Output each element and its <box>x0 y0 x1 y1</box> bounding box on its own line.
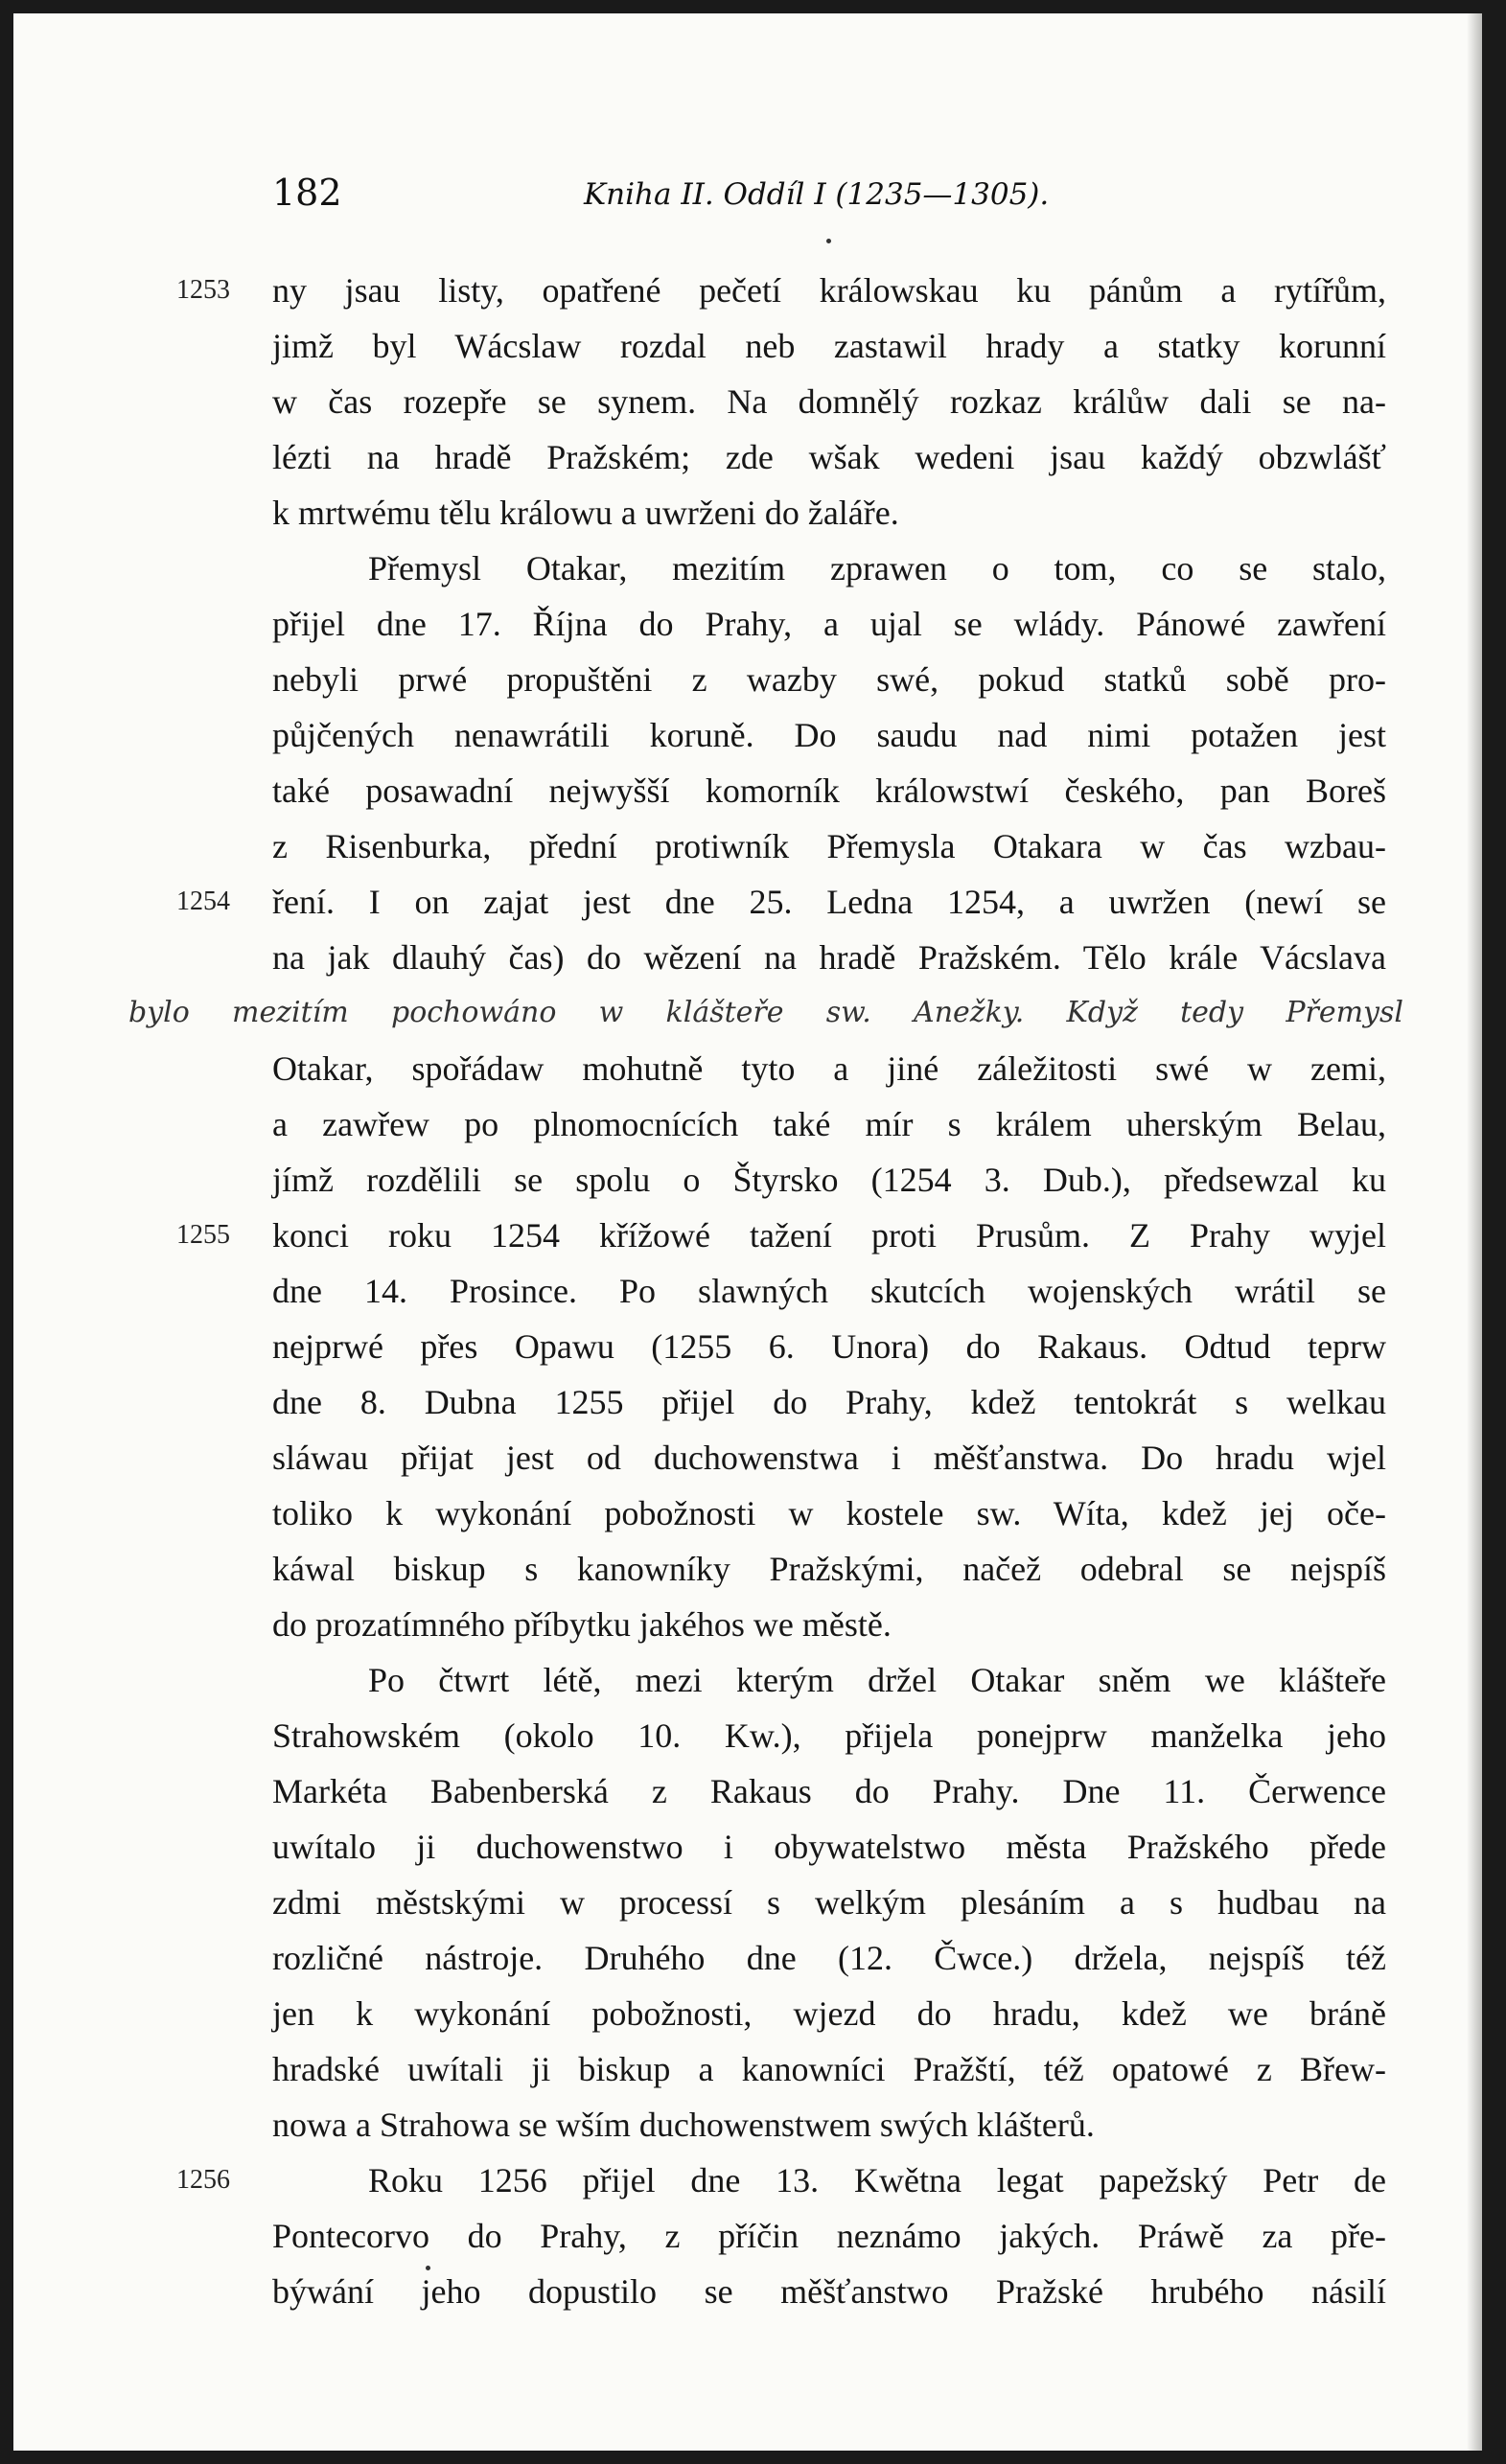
text-line <box>272 374 1386 429</box>
text-line <box>272 2097 1386 2153</box>
text-line <box>272 1875 1386 1930</box>
book-page <box>13 13 1482 2451</box>
line-text: dne 8. Dubna 1255 přijel do Prahy, kdež tentokrát s welkau <box>272 1383 1386 1421</box>
year-margin-note: 1255 <box>176 1220 230 1250</box>
line-text: konci roku 1254 křížowé tažení proti Prusům. Z Prahy wyjel <box>272 1216 1386 1255</box>
line-text: Otakar, spořádaw mohutně tyto a jiné záležitosti swé w zemi, <box>272 1049 1386 1088</box>
line-text: do prozatímného příbytku jakéhos we městě. <box>272 1605 892 1644</box>
line-text: býwání jeho dopustilo se měšťanstwo Pražské hrubého násilí <box>272 2272 1386 2311</box>
text-line <box>272 1763 1386 1819</box>
text-line <box>272 1708 1386 1763</box>
line-text: jímž rozdělili se spolu o Štyrsko (1254 3. Dub.), předsewzal ku <box>272 1161 1386 1199</box>
line-text: také posawadní nejwyšší komorník králowstwí českého, pan Boreš <box>272 771 1386 810</box>
text-line <box>272 652 1386 707</box>
line-text: bylo mezitím pochowáno w klášteře sw. Anežky. Když tedy Přemysl <box>128 996 1403 1029</box>
text-line <box>272 1263 1386 1319</box>
year-margin-note: 1256 <box>176 2165 230 2195</box>
line-text: Strahowském (okolo 10. Kw.), přijela ponejprw manželka jeho <box>272 1716 1386 1755</box>
line-text: Pontecorvo do Prahy, z příčin neznámo jakých. Práwě za pře- <box>272 2217 1386 2255</box>
text-line <box>272 1819 1386 1875</box>
text-line <box>176 263 1386 318</box>
year-margin-note: 1254 <box>176 887 230 916</box>
text-line <box>272 485 1386 541</box>
text-line <box>272 1485 1386 1541</box>
text-line <box>272 596 1386 652</box>
line-text: lézti na hradě Pražském; zde wšak wedeni jsau každý obzwlášť <box>272 438 1386 476</box>
handwritten-annotation <box>128 985 1403 1041</box>
line-text: dne 14. Prosince. Po slawných skutcích wojenských wrátil se <box>272 1272 1386 1310</box>
text-line <box>272 1096 1386 1152</box>
line-text: k mrtwému tělu králowu a uwrženi do žaláře. <box>272 494 899 532</box>
text-line <box>272 2041 1386 2097</box>
year-margin-note: 1253 <box>176 275 230 305</box>
line-text: sláwau přijat jest od duchowenstwa i měšťanstwa. Do hradu wjel <box>272 1439 1386 1477</box>
text-line <box>272 2264 1386 2319</box>
page-edge-shadow <box>1467 13 1482 2451</box>
line-text: jen k wykonání pobožnosti, wjezd do hradu, kdež we bráně <box>272 1994 1386 2033</box>
running-title: Kniha II. Oddíl I (1235—1305). <box>584 177 1050 212</box>
line-text: Roku 1256 přijel dne 13. Kwětna legat papežský Petr de <box>368 2161 1386 2199</box>
text-line <box>272 763 1386 818</box>
print-speck <box>426 2266 430 2270</box>
text-line <box>272 429 1386 485</box>
line-text: jimž byl Wácslaw rozdal neb zastawil hrady a statky korunní <box>272 327 1386 365</box>
line-text: nowa a Strahowa se wším duchowenstwem swých klášterů. <box>272 2106 1095 2144</box>
line-text: přijel dne 17. Října do Prahy, a ujal se wlády. Pánowé zawření <box>272 605 1386 643</box>
line-text: zdmi městskými w processí s welkým plesáním a s hudbau na <box>272 1883 1386 1922</box>
text-line <box>272 1374 1386 1430</box>
line-text: ření. I on zajat jest dne 25. Ledna 1254, a uwržen (newí se <box>272 883 1386 921</box>
text-line <box>272 1152 1386 1208</box>
line-text: a zawřew po plnomocnících také mír s králem uherským Belau, <box>272 1105 1386 1143</box>
line-text: Markéta Babenberská z Rakaus do Prahy. Dne 11. Čerwence <box>272 1772 1386 1810</box>
page-header <box>272 172 1394 229</box>
line-text: rozličné nástroje. Druhého dne (12. Čwce.) držela, nejspíš též <box>272 1939 1386 1977</box>
line-text: půjčených nenawrátili koruně. Do saudu nad nimi potažen jest <box>272 716 1386 754</box>
line-text: káwal biskup s kanowníky Pražskými, načež odebral se nejspíš <box>272 1550 1386 1588</box>
line-text: z Risenburka, přední protiwník Přemysla Otakara w čas wzbau- <box>272 827 1386 865</box>
line-text: Přemysl Otakar, mezitím zprawen o tom, co se stalo, <box>368 549 1386 587</box>
text-line <box>272 707 1386 763</box>
text-line <box>272 1319 1386 1374</box>
line-text: na jak dlauhý čas) do wězení na hradě Pražském. Tělo krále Vácslava <box>272 938 1386 977</box>
page-number: 182 <box>272 172 342 214</box>
text-line <box>272 1597 1386 1652</box>
text-line <box>272 1041 1386 1096</box>
text-line <box>272 318 1386 374</box>
line-text: Po čtwrt létě, mezi kterým držel Otakar sněm we klášteře <box>368 1661 1386 1699</box>
line-text: nejprwé přes Opawu (1255 6. Unora) do Rakaus. Odtud teprw <box>272 1327 1386 1366</box>
line-text: nebyli prwé propuštěni z wazby swé, pokud statků sobě pro- <box>272 660 1386 699</box>
line-text: ny jsau listy, opatřené pečetí králowskau ku pánům a rytířům, <box>272 271 1386 310</box>
line-text: hradské uwítali ji biskup a kanowníci Pražští, též opatowé z Břew- <box>272 2050 1386 2088</box>
text-line <box>272 1652 1386 1708</box>
line-text: uwítalo ji duchowenstwo i obywatelstwo města Pražského předе <box>272 1828 1386 1866</box>
line-text: w čas rozepře se synem. Na domnělý rozkaz králůw dali se na- <box>272 382 1386 421</box>
text-line <box>176 874 1386 930</box>
text-line <box>272 1430 1386 1485</box>
line-text: toliko k wykonání pobožnosti w kostele sw. Wíta, kdež jej oče- <box>272 1494 1386 1532</box>
text-line <box>272 818 1386 874</box>
text-line <box>272 930 1386 985</box>
text-line <box>176 2153 1386 2208</box>
text-line <box>272 2208 1386 2264</box>
text-line <box>272 541 1386 596</box>
text-line <box>176 1208 1386 1263</box>
text-line <box>272 1986 1386 2041</box>
body-text <box>128 263 1403 2319</box>
text-line <box>272 1541 1386 1597</box>
print-speck <box>826 239 831 243</box>
text-line <box>272 1930 1386 1986</box>
